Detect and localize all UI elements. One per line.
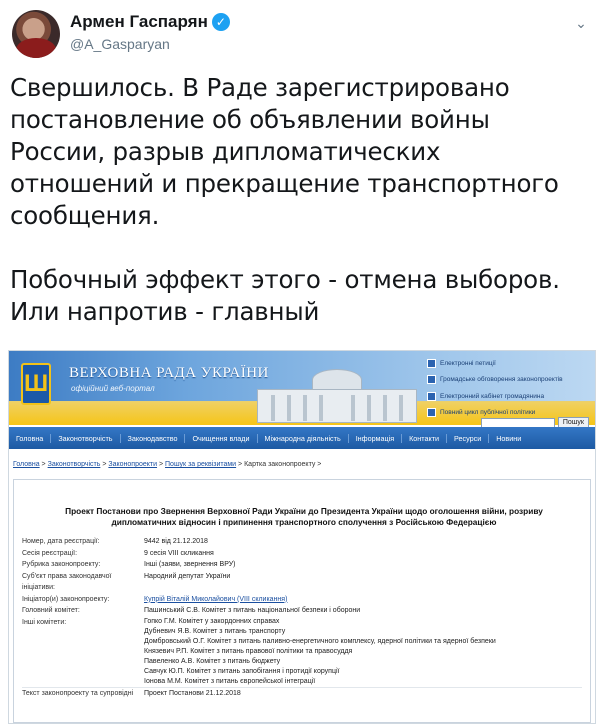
- bill-title: Проект Постанови про Звернення Верховної Ради України до Президента України щодо оголошення війни, розриву дипломатичних відносин і припинення транспортного сполучення з Російською Федерацією: [65, 506, 543, 527]
- field-row: [22, 571, 582, 594]
- breadcrumb-link[interactable]: Головна: [13, 461, 40, 468]
- attached-image[interactable]: [8, 350, 596, 724]
- field-row: [22, 687, 582, 700]
- main-nav: [9, 427, 595, 449]
- breadcrumb-link[interactable]: Законопроекти: [108, 461, 158, 468]
- tweet-line: постановление об объявлении войны: [10, 105, 490, 134]
- nav-item[interactable]: Контакти: [402, 434, 447, 443]
- field-value: Інші (заяви, звернення ВРУ): [144, 561, 236, 568]
- field-row: [22, 559, 582, 571]
- quick-links: [427, 355, 593, 421]
- nav-item[interactable]: Головна: [9, 434, 51, 443]
- coat-of-arms-icon: Ш: [21, 363, 51, 405]
- verified-badge-icon: ✓: [212, 13, 230, 31]
- checkbox-icon: [427, 408, 436, 417]
- list-item: Домбровський О.Г. Комітет з питань паливно-енергетичного комплексу, ядерної політики та ядерної безпеки: [144, 637, 496, 645]
- paragraph-gap: [10, 232, 594, 264]
- quick-link[interactable]: Громадське обговорення законопроектів: [427, 372, 593, 389]
- breadcrumb-link[interactable]: Законотворчість: [47, 461, 101, 468]
- nav-item[interactable]: Законодавство: [121, 434, 186, 443]
- initiator-link[interactable]: Купрій Віталій Миколайович (VIII скликання): [144, 595, 288, 603]
- tweet-line: России, разрыв дипломатических: [10, 137, 441, 166]
- quick-link[interactable]: Електронний кабінет громадянина: [427, 388, 593, 405]
- field-label: Суб'єкт права законодавчої ініціативи:: [22, 572, 112, 591]
- checkbox-icon: [427, 392, 436, 401]
- parliament-building-icon: [257, 369, 417, 423]
- field-label: Рубрика законопроекту:: [22, 561, 101, 568]
- field-label: Головний комітет:: [22, 607, 80, 614]
- field-row: [22, 548, 582, 560]
- field-value: Проект Постанови 21.12.2018: [144, 689, 241, 697]
- tweet-header: [12, 8, 592, 60]
- field-value: 9442 від 21.12.2018: [144, 538, 208, 545]
- search-input[interactable]: [481, 418, 555, 428]
- list-item: Гопко Г.М. Комітет у закордонних справах: [144, 617, 280, 625]
- nav-item[interactable]: Міжнародна діяльність: [258, 434, 349, 443]
- field-value: Народний депутат України: [144, 572, 231, 580]
- checkbox-icon: [427, 375, 436, 384]
- nav-item[interactable]: Ресурси: [447, 434, 489, 443]
- field-label: Текст законопроекту та супровідні: [22, 689, 134, 697]
- rada-banner: [9, 351, 595, 425]
- committee-list: [144, 617, 582, 687]
- field-value: [144, 594, 582, 606]
- nav-item[interactable]: Законотворчість: [51, 434, 120, 443]
- tweet-text: [10, 72, 594, 328]
- tweet-line: Свершилось. В Раде зарегистрировано: [10, 73, 510, 102]
- search-button[interactable]: Пошук: [558, 417, 589, 428]
- field-row: [22, 536, 582, 548]
- checkbox-icon: [427, 359, 436, 368]
- list-item: Дубневич Я.В. Комітет з питань транспорту: [144, 627, 286, 635]
- author-name[interactable]: Армен Гаспарян: [70, 12, 208, 31]
- tweet-line: Побочный эффект этого - отмена выборов.: [10, 265, 560, 294]
- author-handle[interactable]: @A_Gasparyan: [70, 36, 170, 52]
- breadcrumb: Головна > Законотворчість > Законопроекти > Пошук за реквізитами > Картка законопроекту >: [13, 461, 322, 468]
- chevron-down-icon[interactable]: ⌄: [575, 15, 587, 31]
- field-row: [22, 594, 582, 606]
- site-title: ВЕРХОВНА РАДА УКРАЇНИ: [69, 365, 269, 381]
- field-label: Ініціатор(и) законопроекту:: [22, 595, 110, 603]
- list-item: Павеленко А.В. Комітет з питань бюджету: [144, 657, 281, 665]
- field-label: Інші комітети:: [22, 618, 67, 626]
- avatar[interactable]: [12, 10, 60, 58]
- field-label: Сесія реєстрації:: [22, 549, 78, 557]
- nav-item[interactable]: Очищення влади: [185, 434, 257, 443]
- nav-item[interactable]: Новини: [496, 433, 522, 443]
- list-item: Савчук Ю.П. Комітет з питань запобігання і протидії корупції: [144, 667, 340, 675]
- field-label: Номер, дата реєстрації:: [22, 538, 100, 545]
- tweet-line: сообщения.: [10, 201, 160, 230]
- nav-item[interactable]: Інформація: [349, 434, 402, 443]
- field-value: Пашинський С.В. Комітет з питань національної безпеки і оборони: [144, 607, 361, 614]
- site-subtitle: офіційний веб-портал: [71, 384, 155, 393]
- bill-fields: [22, 536, 582, 699]
- field-row: [22, 605, 582, 617]
- breadcrumb-link[interactable]: Пошук за реквізитами: [165, 461, 237, 468]
- author-row: [70, 12, 230, 32]
- bill-card: [13, 479, 591, 723]
- quick-link[interactable]: Електронні петиції: [427, 355, 593, 372]
- tweet-line: Или напротив - главный: [10, 297, 320, 326]
- list-item: Князевич Р.П. Комітет з питань правової політики та правосуддя: [144, 647, 353, 655]
- breadcrumb-current: Картка законопроекту: [244, 461, 316, 468]
- list-item: Іонова М.М. Комітет з питань європейської інтеграції: [144, 677, 316, 685]
- quick-link[interactable]: Повний цикл публічної політики: [427, 405, 593, 422]
- tweet-line: отношений и прекращение транспортного: [10, 169, 559, 198]
- field-row: [22, 617, 582, 687]
- field-value: 9 сесія VIII скликання: [144, 549, 214, 557]
